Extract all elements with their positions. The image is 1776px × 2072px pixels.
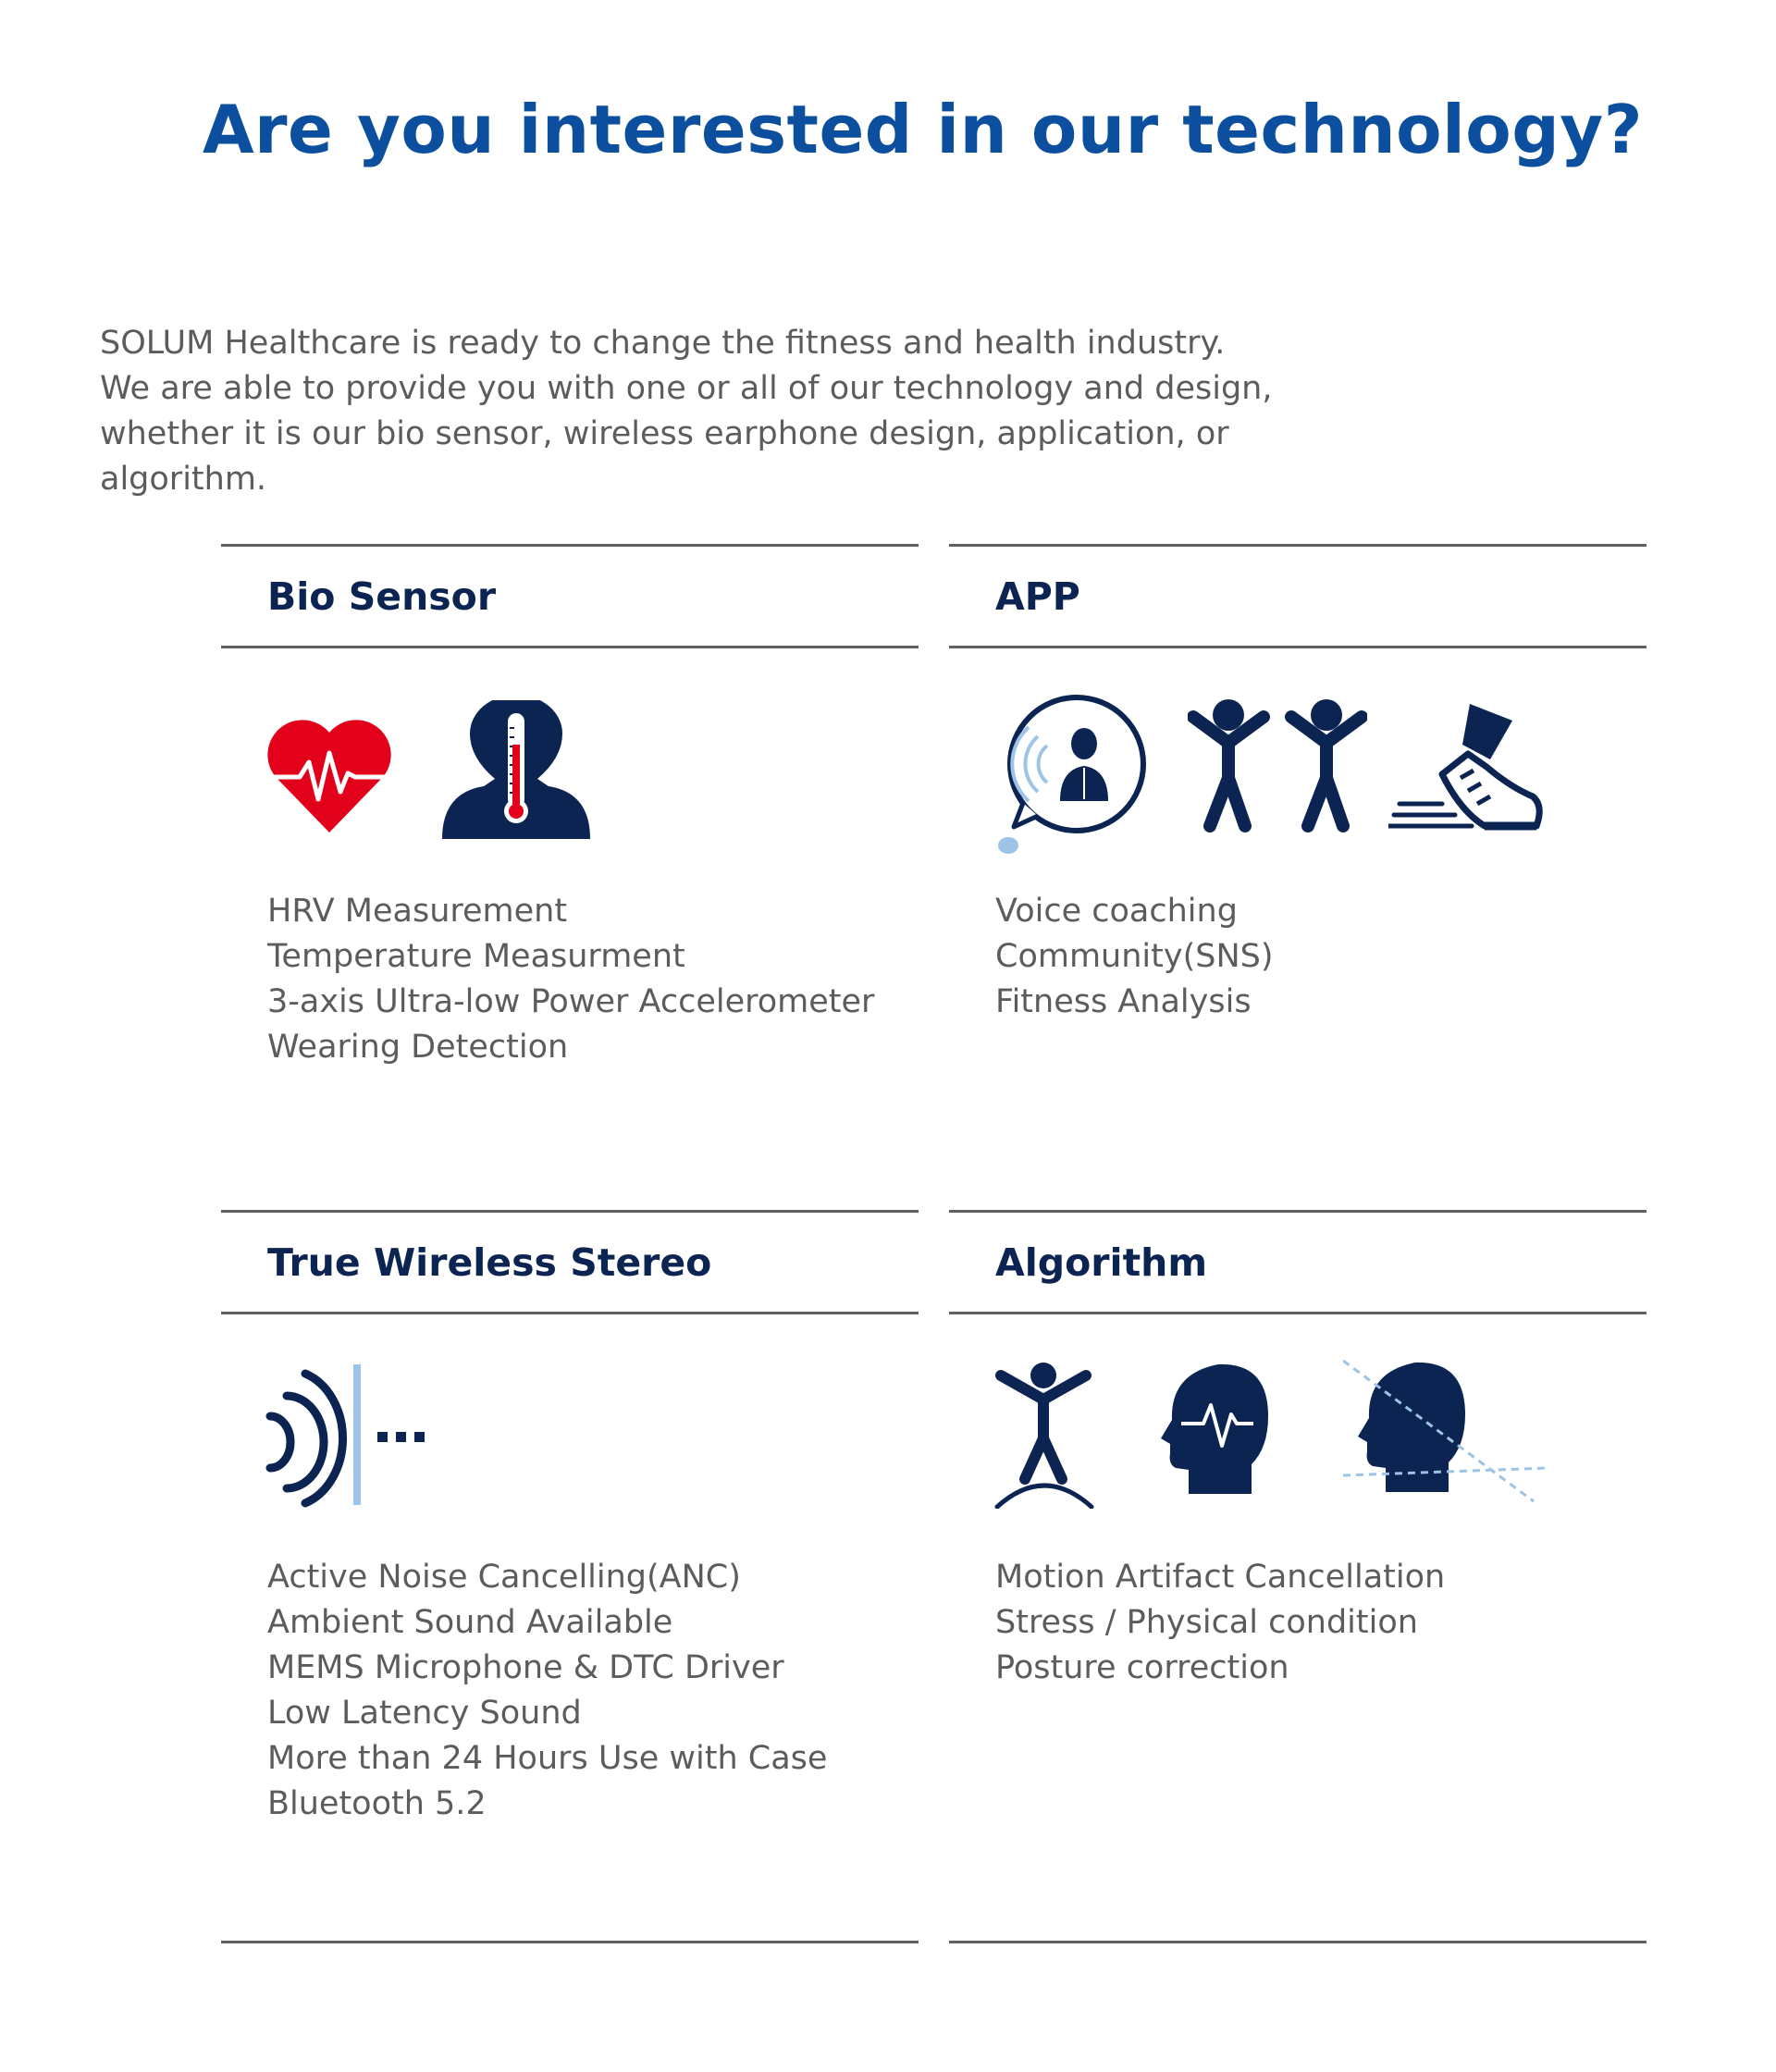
feature-item: 3-axis Ultra-low Power Accelerometer xyxy=(267,983,875,1020)
card-true-wireless-stereo xyxy=(221,1210,919,1827)
community-people-icon xyxy=(1188,695,1367,833)
feature-item: HRV Measurement xyxy=(267,893,568,930)
feature-item: More than 24 Hours Use with Case xyxy=(267,1740,828,1777)
intro-line: We are able to provide you with one or all of our technology and design, xyxy=(100,370,1273,407)
card-title: APP xyxy=(995,574,1080,619)
intro-line: whether it is our bio sensor, wireless earphone design, application, or xyxy=(100,415,1229,452)
card-title: Bio Sensor xyxy=(267,574,497,619)
card-title: True Wireless Stereo xyxy=(267,1240,712,1285)
thermometer-person-icon xyxy=(439,700,593,839)
intro-line: SOLUM Healthcare is ready to change the fitness and health industry. xyxy=(100,325,1226,362)
feature-item: Low Latency Sound xyxy=(267,1695,582,1732)
voice-coaching-icon xyxy=(995,690,1149,857)
bottom-divider xyxy=(221,1941,919,1943)
feature-item: Motion Artifact Cancellation xyxy=(995,1559,1446,1596)
feature-item: MEMS Microphone & DTC Driver xyxy=(267,1649,784,1686)
card-title: Algorithm xyxy=(995,1240,1208,1285)
feature-item: Community(SNS) xyxy=(995,938,1274,975)
motion-person-icon xyxy=(993,1361,1095,1509)
feature-item: Posture correction xyxy=(995,1649,1289,1686)
heart-pulse-icon xyxy=(265,718,394,834)
feature-item: Temperature Measurment xyxy=(267,938,685,975)
running-shoe-icon xyxy=(1388,700,1546,837)
feature-item: Bluetooth 5.2 xyxy=(267,1785,487,1822)
card-app xyxy=(949,544,1646,1025)
feature-item: Ambient Sound Available xyxy=(267,1604,673,1641)
page-title: Are you interested in our technology? xyxy=(202,91,1643,168)
card-bio-sensor xyxy=(221,544,919,1070)
feature-item: Wearing Detection xyxy=(267,1029,569,1066)
head-pulse-icon xyxy=(1157,1359,1272,1494)
bottom-divider xyxy=(949,1941,1646,1943)
head-posture-icon xyxy=(1343,1357,1548,1505)
feature-item: Voice coaching xyxy=(995,893,1238,930)
card-algorithm xyxy=(949,1210,1646,1691)
feature-item: Active Noise Cancelling(ANC) xyxy=(267,1559,741,1596)
feature-item: Fitness Analysis xyxy=(995,983,1252,1020)
intro-paragraph xyxy=(100,321,1302,502)
intro-line: algorithm. xyxy=(100,461,267,498)
wireless-signal-icon xyxy=(265,1361,440,1509)
feature-item: Stress / Physical condition xyxy=(995,1604,1418,1641)
